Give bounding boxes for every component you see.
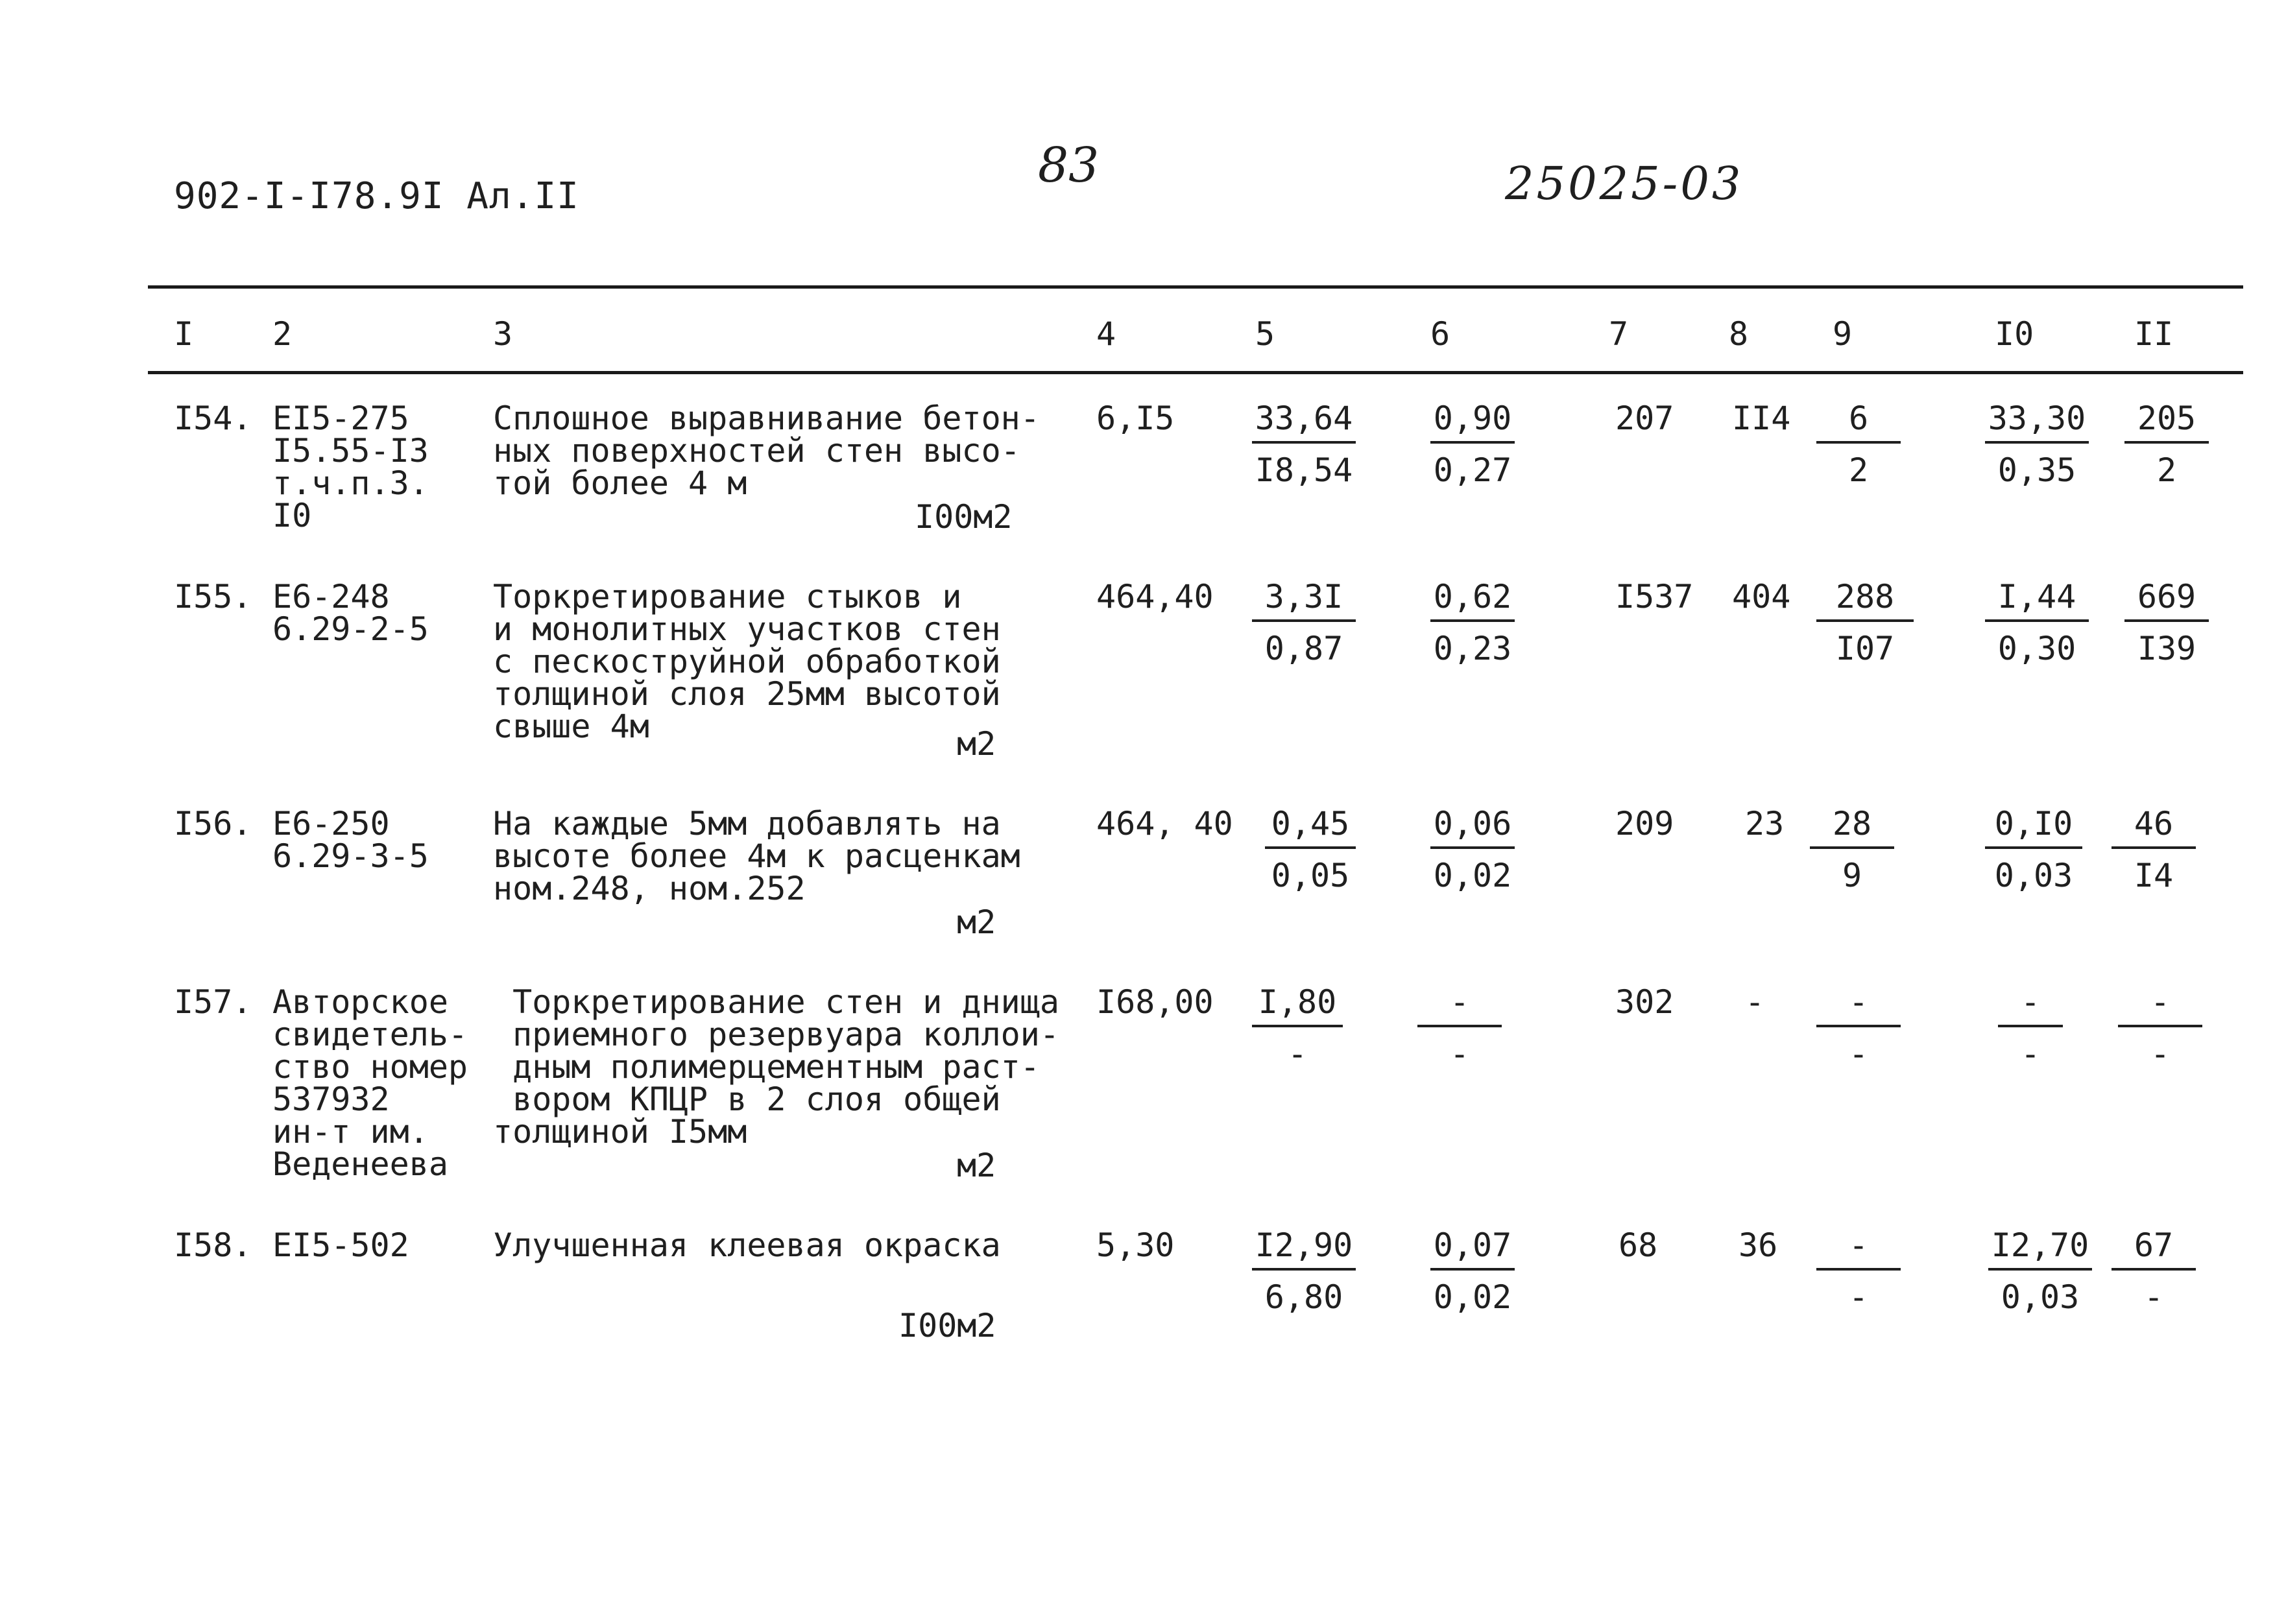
- quantity: 464, 40: [1096, 805, 1233, 842]
- col11-fraction: $\frac{205}{2}$: [2124, 402, 2209, 486]
- measure-unit: м2: [957, 903, 996, 941]
- page-number: 83: [1038, 137, 1100, 193]
- row-number: I57.: [174, 983, 252, 1021]
- col10-fraction: - -: [1998, 986, 2063, 1070]
- col-header: II: [2134, 315, 2174, 353]
- col9-fraction: - -: [1816, 1229, 1901, 1313]
- norm-code: E6-250 6.29-3-5: [272, 805, 429, 875]
- norm-code: Авторское свидетель- ство номер 537932 ин-т им. Веденеева: [272, 983, 468, 1183]
- work-description: На каждые 5мм добавлять на высоте более 4м к расценкам ном.248, ном.252: [493, 805, 1020, 907]
- handwritten-number: 25025-03: [1505, 157, 1744, 210]
- measure-unit: I00м2: [898, 1307, 996, 1344]
- col-header: 8: [1729, 315, 1749, 353]
- col7-value: I537: [1615, 578, 1694, 615]
- document-code: 902-I-I78.9I Ал.II: [174, 175, 579, 217]
- row-number: I55.: [174, 578, 252, 615]
- col6-fraction: $\frac{0,90}{0,27}$: [1430, 402, 1515, 486]
- col-header: 4: [1096, 315, 1116, 353]
- col9-fraction: $\frac{6}{2}$: [1816, 402, 1901, 486]
- work-description: Торкретирование стыков и и монолитных участков стен с пескоструйной обработкой толщиной слоя 25мм высотой свыше 4м: [493, 578, 1001, 745]
- work-description: Улучшенная клеевая окраска: [493, 1226, 1001, 1264]
- col5-fraction: I,80 -: [1252, 986, 1343, 1070]
- col7-value: 68: [1618, 1226, 1658, 1264]
- col10-fraction: $\frac{33,30}{0,35}$: [1985, 402, 2089, 486]
- col5-fraction: $\frac{3,3I}{0,87}$: [1252, 580, 1356, 665]
- col9-fraction: - -: [1816, 986, 1901, 1070]
- norm-code: E6-248 6.29-2-5: [272, 578, 429, 648]
- row-number: I58.: [174, 1226, 252, 1264]
- row-number: I56.: [174, 805, 252, 842]
- col-header: 6: [1430, 315, 1450, 353]
- col9-fraction: $\frac{288}{I07}$: [1816, 580, 1914, 665]
- top-rule: [148, 285, 2243, 289]
- col5-fraction: $\frac{0,45}{0,05}$: [1265, 807, 1356, 892]
- measure-unit: м2: [957, 1147, 996, 1184]
- quantity: 6,I5: [1096, 400, 1175, 437]
- col8-value: II4: [1732, 400, 1791, 437]
- col7-value: 302: [1615, 983, 1674, 1021]
- col10-fraction: $\frac{0,I0}{0,03}$: [1985, 807, 2082, 892]
- col6-fraction: $\frac{0,07}{0,02}$: [1430, 1229, 1515, 1313]
- col6-fraction: - -: [1417, 986, 1502, 1070]
- col5-fraction: $\frac{I2,90}{6,80}$: [1252, 1229, 1356, 1313]
- col11-fraction: 67 -: [2112, 1229, 2196, 1313]
- measure-unit: I00м2: [915, 498, 1013, 536]
- work-description: Торкретирование стен и днища приемного резервуара коллои- дным полимерцементным раст- вором КПЦР в 2 слоя общей толщиной I5мм: [493, 983, 1059, 1151]
- measure-unit: м2: [957, 725, 996, 763]
- work-description: Сплошное выравнивание бетон- ных поверхностей стен высо- той более 4 м: [493, 400, 1040, 502]
- col-header: 5: [1255, 315, 1275, 353]
- col-header: I0: [1995, 315, 2034, 353]
- header-rule: [148, 371, 2243, 374]
- col7-value: 207: [1615, 400, 1674, 437]
- col7-value: 209: [1615, 805, 1674, 842]
- col-header: 9: [1833, 315, 1853, 353]
- row-number: I54.: [174, 400, 252, 437]
- norm-code: EI5-502: [272, 1226, 409, 1264]
- col8-value: 36: [1739, 1226, 1778, 1264]
- col8-value: 23: [1745, 805, 1785, 842]
- col11-fraction: $\frac{46}{I4}$: [2112, 807, 2196, 892]
- quantity: 5,30: [1096, 1226, 1175, 1264]
- norm-code: EI5-275 I5.55-I3 т.ч.п.3. I0: [272, 400, 429, 534]
- col-header: 7: [1609, 315, 1629, 353]
- col-header: 3: [493, 315, 513, 353]
- col6-fraction: $\frac{0,62}{0,23}$: [1430, 580, 1515, 665]
- col10-fraction: $\frac{I2,70}{0,03}$: [1988, 1229, 2092, 1313]
- col6-fraction: $\frac{0,06}{0,02}$: [1430, 807, 1515, 892]
- quantity: 464,40: [1096, 578, 1214, 615]
- col5-fraction: $\frac{33,64}{I8,54}$: [1252, 402, 1356, 486]
- col8-value: -: [1745, 983, 1765, 1021]
- col9-fraction: $\frac{28}{9}$: [1810, 807, 1894, 892]
- col-header: 2: [272, 315, 293, 353]
- col10-fraction: $\frac{I,44}{0,30}$: [1985, 580, 2089, 665]
- col8-value: 404: [1732, 578, 1791, 615]
- col11-fraction: - -: [2118, 986, 2202, 1070]
- col-header: I: [174, 315, 194, 353]
- col11-fraction: $\frac{669}{I39}$: [2124, 580, 2209, 665]
- quantity: I68,00: [1096, 983, 1214, 1021]
